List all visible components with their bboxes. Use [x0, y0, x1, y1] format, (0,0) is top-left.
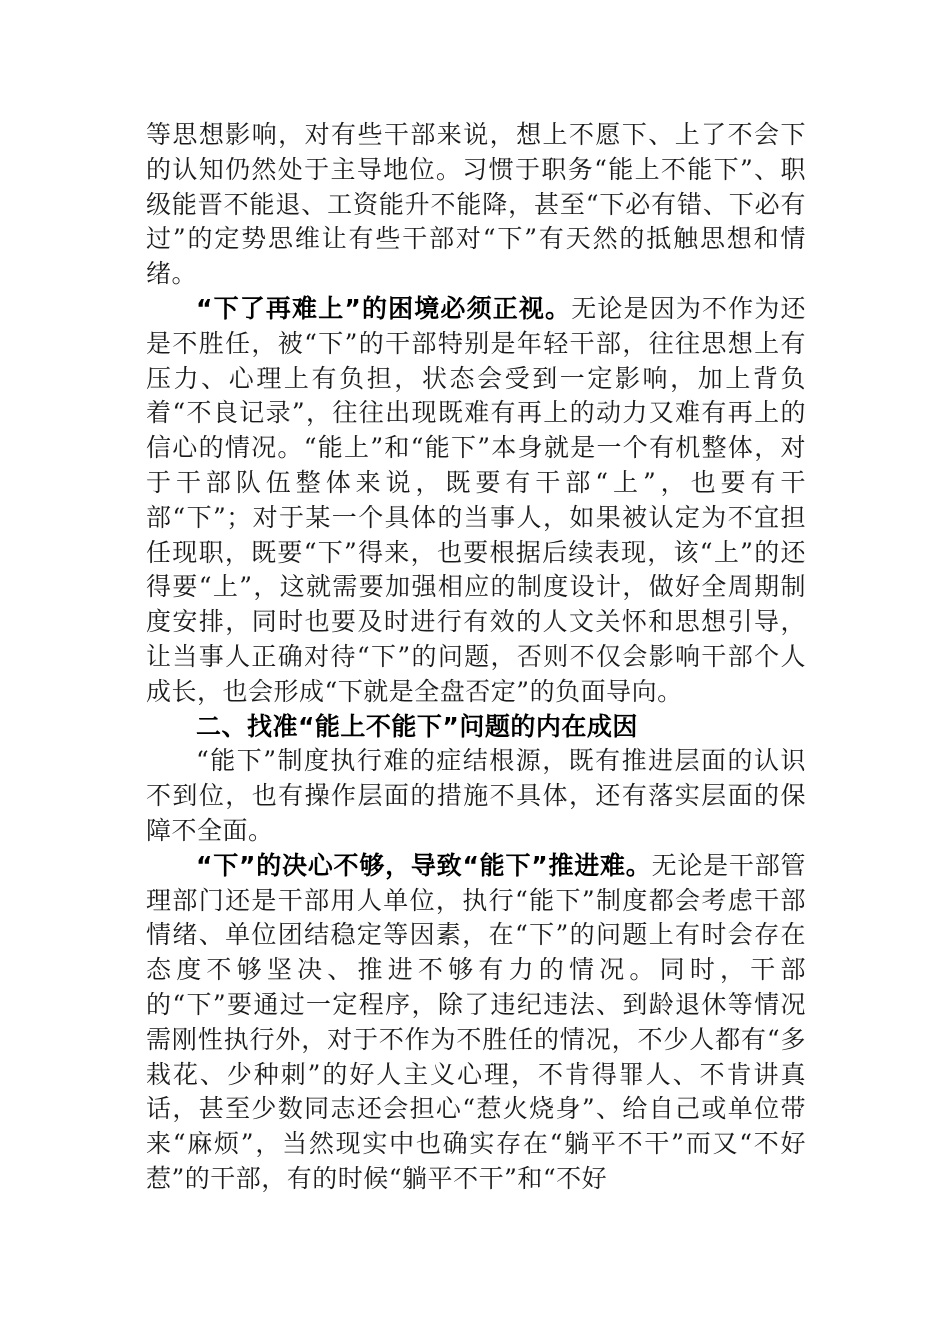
document-page	[146, 118, 806, 1197]
section-heading: 二、找准“能上不能下”问题的内在成因	[196, 711, 638, 741]
paragraph-root-causes	[146, 744, 806, 848]
paragraph-text: 无论是因为不作为还是不胜任，被“下”的干部特别是年轻干部，往往思想上有压力、心理上有负担，状态会受到一定影响，加上背负着“不良记录”，往往出现既难有再上的动力又难有再上的信心的情况。“能上”和“能下”本身就是一个有机整体，对于干部队伍整体来说，既要有干部“上”，也要有干部“下”；对于某一个具体的当事人，如果被认定为不宜担任现职，既要“下”得来，也要根据后续表现，该“上”的还得要“上”，这就需要加强相应的制度设计，做好全周期制度安排，同时也要及时进行有效的人文关怀和思想引导，让当事人正确对待“下”的问题，否则不仅会影响干部个人成长，也会形成“下就是全盘否定”的负面导向。	[146, 293, 806, 706]
paragraph-text: 无论是干部管理部门还是干部用人单位，执行“能下”制度都会考虑干部情绪、单位团结稳定等因素，在“下”的问题上有时会存在态度不够坚决、推进不够有力的情况。同时，干部的“下”要通过一定程序，除了违纪违法、到龄退休等情况需刚性执行外，对于不作为不胜任的情况，不少人都有“多栽花、少种刺”的好人主义心理，不肯得罪人、不肯讲真话，甚至少数同志还会担心“惹火烧身”、给自己或单位带来“麻烦”，当然现实中也确实存在“躺平不干”而又“不好惹”的干部，有的时候“躺平不干”和“不好	[146, 850, 806, 1193]
paragraph-lack-of-resolve	[146, 849, 806, 1197]
paragraph-lead-bold: “下”的决心不够，导致“能下”推进难。	[196, 850, 652, 880]
paragraph-continued	[146, 118, 806, 292]
paragraph-text: 等思想影响，对有些干部来说，想上不愿下、上了不会下的认知仍然处于主导地位。习惯于职务“能上不能下”、职级能晋不能退、工资能升不能降，甚至“下必有错、下必有过”的定势思维让有些干部对“下”有天然的抵触思想和情绪。	[146, 120, 806, 289]
paragraph-difficulty-returning	[146, 292, 806, 710]
paragraph-text: “能下”制度执行难的症结根源，既有推进层面的认识不到位，也有操作层面的措施不具体，还有落实层面的保障不全面。	[146, 746, 806, 845]
paragraph-lead-bold: “下了再难上”的困境必须正视。	[196, 293, 572, 323]
